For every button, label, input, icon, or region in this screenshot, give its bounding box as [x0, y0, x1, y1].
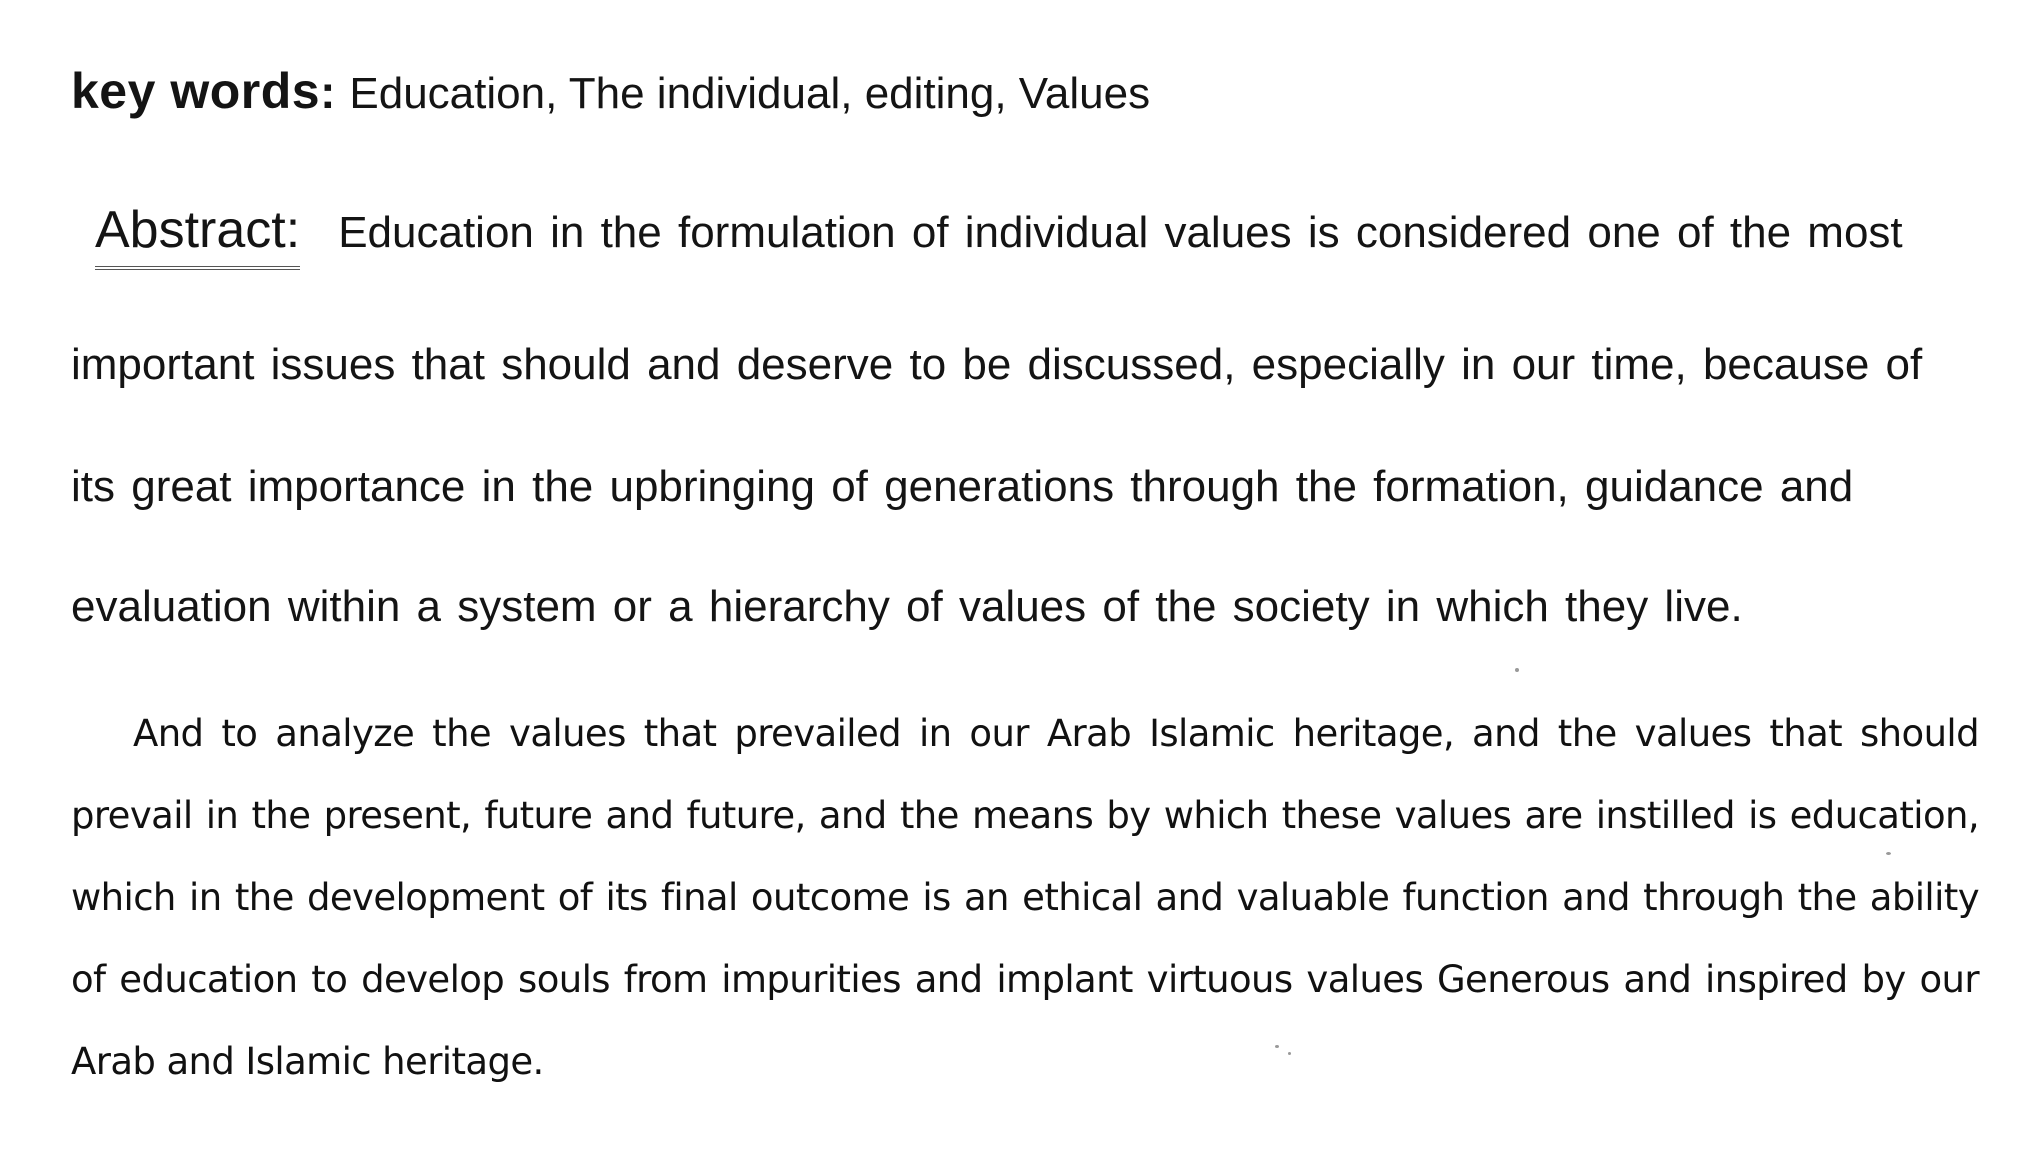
abstract-label: Abstract: — [95, 201, 301, 259]
keywords-text: Education, The individual, editing, Values — [349, 69, 1151, 118]
abstract-line-1 — [95, 200, 1903, 260]
scan-speck — [1275, 1045, 1279, 1048]
abstract-line-1-text: Education in the formulation of individual values is considered one of the most — [338, 208, 1903, 257]
abstract-line-4: evaluation within a system or a hierarchy of values of the society in which they live. — [71, 582, 1743, 631]
abstract-line-2: important issues that should and deserve to be discussed, especially in our time, because of — [71, 340, 1923, 389]
scan-speck — [1515, 668, 1519, 672]
keywords-line — [71, 62, 1150, 120]
keywords-label: key words — [71, 63, 321, 119]
body-paragraph: And to analyze the values that prevailed in our Arab Islamic heritage, and the values that should prevail in the present, future and future, and the means by which these values are instilled is education, which in the development of its final outcome is an ethical and valuable function and through the ability of education to develop souls from impurities and implant virtuous values Generous and inspired by our Arab and Islamic heritage. — [71, 712, 1979, 1083]
keywords-colon: : — [320, 66, 336, 118]
scan-speck — [1288, 1052, 1291, 1055]
abstract-line-3: its great importance in the upbringing of generations through the formation, guidance and — [71, 462, 1854, 511]
scan-speck — [1886, 852, 1891, 855]
